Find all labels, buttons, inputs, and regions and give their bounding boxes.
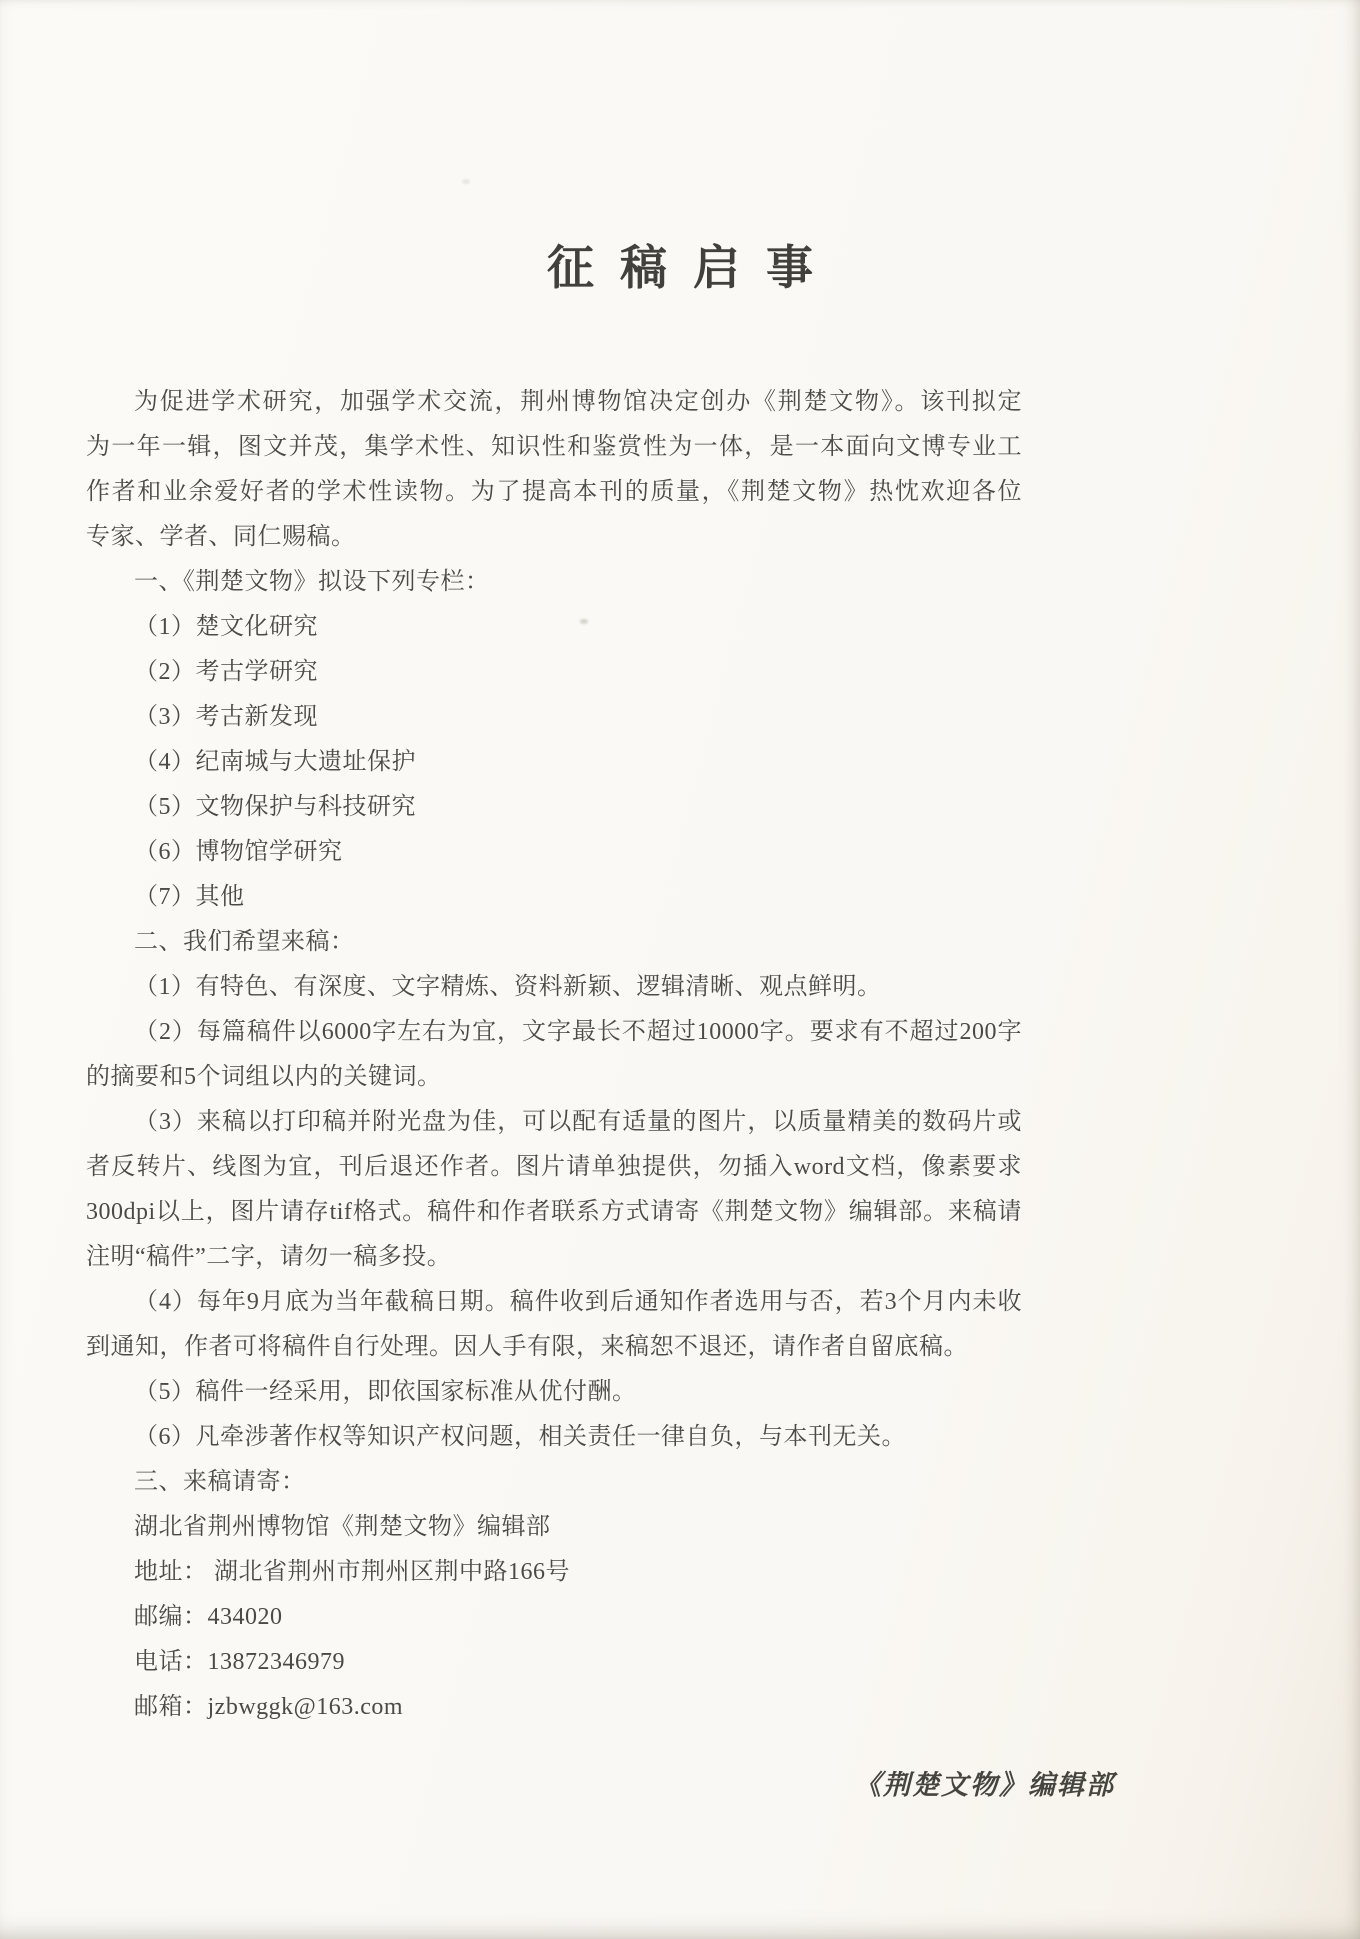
text-line-list-item: （5）文物保护与科技研究 <box>134 794 416 820</box>
text-line-contact-email: 邮箱：jzbwggk@163.com <box>134 1694 404 1720</box>
footer-credit: 《荆楚文物》编辑部 <box>854 1770 1115 1800</box>
text-line: 的摘要和5个词组以内的关键词。 <box>86 1064 442 1090</box>
text-line-contact: 湖北省荆州博物馆《荆楚文物》编辑部 <box>134 1514 551 1540</box>
text-line-list-item: （2）考古学研究 <box>134 659 318 685</box>
text-line: 作者和业余爱好者的学术性读物。为了提高本刊的质量，《荆楚文物》热忱欢迎各位 <box>86 479 1022 505</box>
text-line-list-item: （6）博物馆学研究 <box>134 839 343 865</box>
text-line: 到通知，作者可将稿件自行处理。因人手有限，来稿恕不退还，请作者自留底稿。 <box>86 1334 968 1360</box>
text-line: 者反转片、线图为宜，刊后退还作者。图片请单独提供，勿插入word文档，像素要求 <box>86 1154 1022 1180</box>
text-line: 为促进学术研究，加强学术交流，荆州博物馆决定创办《荆楚文物》。该刊拟定 <box>134 389 1022 415</box>
text-line-list-item: （6）凡牵涉著作权等知识产权问题，相关责任一律自负，与本刊无关。 <box>134 1424 906 1450</box>
text-line-contact-phone: 电话：13872346979 <box>134 1649 345 1675</box>
text-line-list-item: （3）来稿以打印稿并附光盘为佳，可以配有适量的图片，以质量精美的数码片或 <box>134 1109 1022 1135</box>
text-line-section-heading: 一、《荆楚文物》拟设下列专栏： <box>134 569 490 595</box>
text-line-list-item: （5）稿件一经采用，即依国家标准从优付酬。 <box>134 1379 637 1405</box>
text-line: 专家、学者、同仁赐稿。 <box>86 524 356 550</box>
text-line-list-item: （4）纪南城与大遗址保护 <box>134 749 416 775</box>
page-title: 征稿启事 <box>547 243 839 296</box>
document-body <box>86 380 1022 1730</box>
text-line-list-item: （4）每年9月底为当年截稿日期。稿件收到后通知作者选用与否，若3个月内未收 <box>134 1289 1022 1315</box>
text-line-contact-postcode: 邮编：434020 <box>134 1604 283 1630</box>
text-line-list-item: （3）考古新发现 <box>134 704 318 730</box>
text-line-contact-address: 地址： 湖北省荆州市荆州区荆中路166号 <box>134 1559 570 1585</box>
text-line: 注明“稿件”二字，请勿一稿多投。 <box>86 1244 452 1270</box>
text-line-list-item: （2）每篇稿件以6000字左右为宜，文字最长不超过10000字。要求有不超过200字 <box>134 1019 1022 1045</box>
text-line-list-item: （1）有特色、有深度、文字精炼、资料新颖、逻辑清晰、观点鲜明。 <box>134 974 882 1000</box>
text-line: 为一年一辑，图文并茂，集学术性、知识性和鉴赏性为一体，是一本面向文博专业工 <box>86 434 1022 460</box>
text-line-list-item: （1）楚文化研究 <box>134 614 318 640</box>
text-line-list-item: （7）其他 <box>134 884 245 910</box>
scan-speck <box>462 179 470 184</box>
text-line-section-heading: 二、我们希望来稿： <box>134 929 355 955</box>
text-line: 300dpi以上，图片请存tif格式。稿件和作者联系方式请寄《荆楚文物》编辑部。来稿请 <box>86 1199 1022 1225</box>
text-line-section-heading: 三、来稿请寄： <box>134 1469 306 1495</box>
